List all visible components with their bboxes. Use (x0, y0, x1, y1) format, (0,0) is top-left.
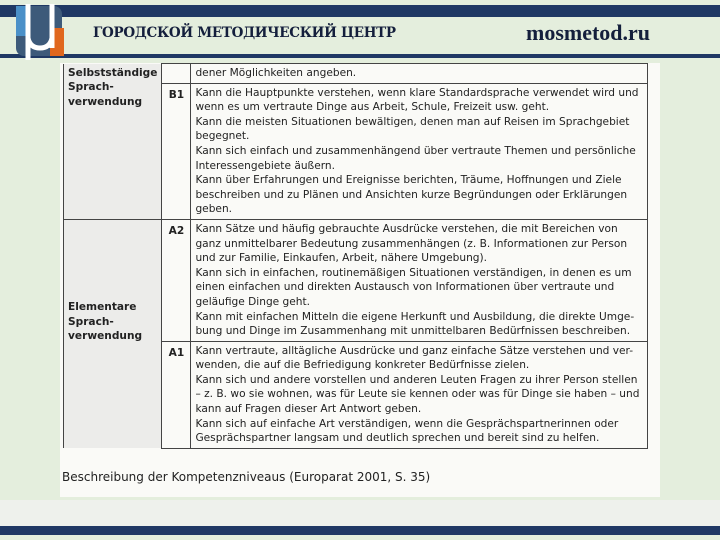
text-line: bung und Dinge im Zusammenhang mit unmittelbaren Bedürfnissen beschreiben. (195, 325, 631, 338)
text-line: Kann sich in einfachen, routinemäßigen Situationen verständigen, in denen es um (195, 266, 632, 279)
text-line: kann auf Fragen dieser Art Antwort geben. (195, 403, 422, 416)
level-cell-empty (162, 64, 191, 84)
description-cell (191, 219, 648, 341)
category-line: Sprach- (68, 315, 114, 328)
mosmetod-logo-icon (14, 0, 66, 60)
text-line: ganz unmittelbarer Bedeutung zusammenhängen (z. B. Informationen zur Person (195, 237, 628, 250)
competence-levels-table (63, 63, 648, 449)
text-line: Kann sich einfach und zusammenhängend über vertraute Themen und persönliche (195, 144, 636, 157)
footer-band (0, 500, 720, 526)
text-line: geben. (195, 203, 233, 216)
level-label: B1 (162, 83, 191, 219)
category-line: Selbstständige (68, 66, 158, 79)
text-line: Kann mit einfachen Mitteln die eigene Herkunft und Ausbildung, die direkte Umge- (195, 310, 635, 323)
text-line: Kann über Erfahrungen und Ereignisse berichten, Träume, Hoffnungen und Ziele (195, 174, 622, 187)
text-line: Gesprächspartner langsam und deutlich sprechen und bereit sind zu helfen. (195, 432, 600, 445)
description-cell (191, 83, 648, 219)
table-caption: Beschreibung der Kompetenzniveaus (Europarat 2001, S. 35) (62, 470, 431, 484)
level-label: A2 (162, 219, 191, 341)
category-line: Sprach- (68, 81, 114, 94)
header-top-bar (0, 5, 720, 17)
table-row (64, 219, 648, 341)
category-line: verwendung (68, 330, 143, 343)
header-title: ГОРОДСКОЙ МЕТОДИЧЕСКИЙ ЦЕНТР (93, 25, 396, 41)
text-line: Kann sich auf einfache Art verständigen, wenn die Gesprächspartnerinnen oder (195, 417, 619, 430)
text-line: Kann Sätze und häufig gebrauchte Ausdrücke verstehen, die mit Bereichen von (195, 222, 618, 235)
text-line: wenden, die auf die Befriedigung konkreter Bedürfnisse zielen. (195, 359, 530, 372)
text-line: Interessengebiete äußern. (195, 159, 335, 172)
table-row (64, 64, 648, 84)
text-line: und zur Familie, Einkaufen, Arbeit, nähere Umgebung). (195, 252, 488, 265)
site-url[interactable]: mosmetod.ru (526, 20, 651, 45)
category-elementary (64, 219, 162, 448)
level-label: A1 (162, 341, 191, 448)
text-line: – z. B. wo sie wohnen, was für Leute sie kennen oder was für Dinge sie haben – und (195, 388, 640, 401)
description-cell (191, 341, 648, 448)
text-line: begegnet. (195, 130, 250, 143)
description-cell (191, 64, 648, 84)
header-divider (0, 54, 720, 58)
text-line: wenn es um vertraute Dinge aus Arbeit, Schule, Freizeit usw. geht. (195, 101, 550, 114)
category-line: Elementare (68, 300, 137, 313)
category-independent (64, 64, 162, 220)
category-line: verwendung (68, 95, 143, 108)
footer-bar (0, 526, 720, 535)
text-line: dener Möglichkeiten angeben. (195, 67, 357, 79)
text-line: beschreiben und zu Plänen und Ansichten kurze Begründungen oder Erklärungen (195, 188, 628, 201)
scanned-document (60, 63, 660, 497)
text-line: Kann die meisten Situationen bewältigen, denen man auf Reisen im Sprachgebiet (195, 115, 630, 128)
text-line: Kann sich und andere vorstellen und anderen Leuten Fragen zu ihrer Person stellen (195, 373, 638, 386)
text-line: Kann vertraute, alltägliche Ausdrücke und ganz einfache Sätze verstehen und ver- (195, 344, 634, 357)
text-line: einen einfachen und direkten Austausch von Informationen über vertraute und (195, 281, 615, 294)
text-line: Kann die Hauptpunkte verstehen, wenn klare Standardsprache verwendet wird und (195, 86, 639, 99)
text-line: geläufige Dinge geht. (195, 295, 311, 308)
